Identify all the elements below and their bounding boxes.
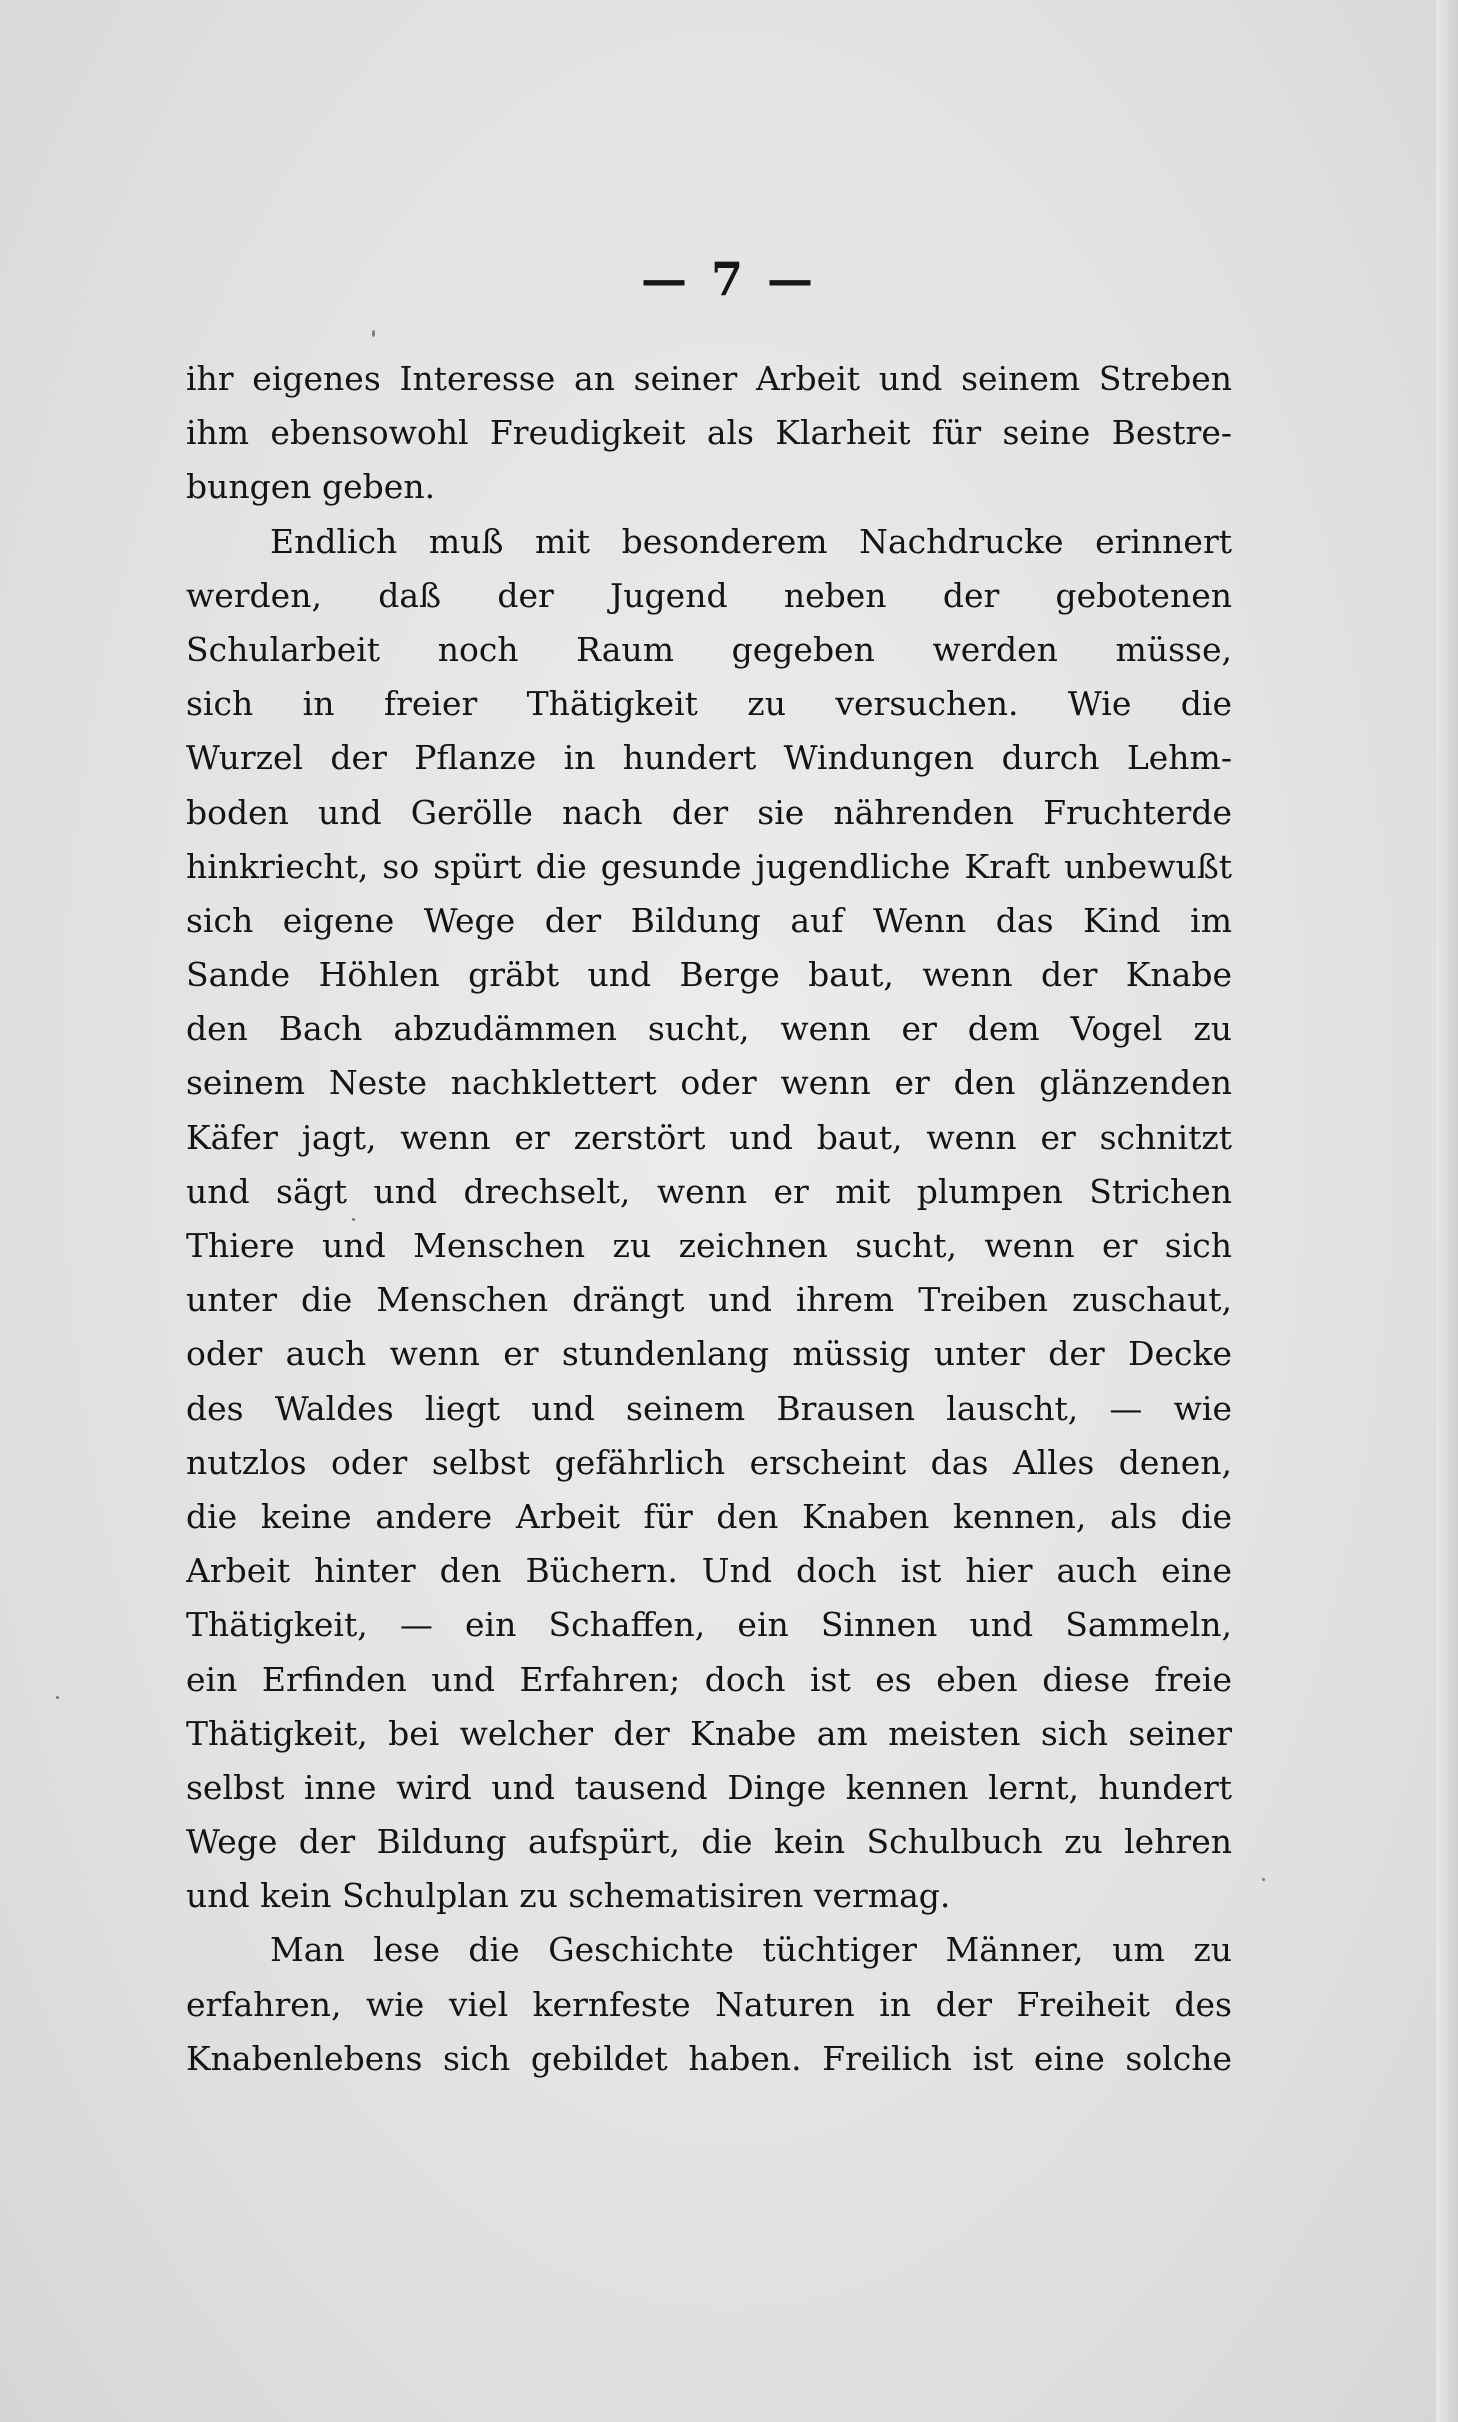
text-line: ihr eigenes Interesse an seiner Arbeit und seinem Streben [186,359,1232,398]
text-line: des Waldes liegt und seinem Brausen lauscht, — wie [186,1388,1232,1428]
text-line: Käfer jagt, wenn er zerstört und baut, wenn er schnitzt [186,1117,1232,1157]
text-line: ein Erfinden und Erfahren; doch ist es eben diese freie [186,1659,1232,1699]
text-line: Thiere und Menschen zu zeichnen sucht, wenn er sich [186,1226,1232,1265]
text-line: werden, daß der Jugend neben der gebotenen [186,575,1232,615]
body-text [186,352,1232,2086]
text-line: Arbeit hinter den Büchern. Und doch ist hier auch eine [186,1551,1232,1591]
text-line: Sande Höhlen gräbt und Berge baut, wenn der Knabe [186,955,1232,995]
text-line: den Bach abzudämmen sucht, wenn er dem Vogel zu [186,1009,1232,1049]
text-line: selbst inne wird und tausend Dinge kennen lernt, hundert [186,1767,1232,1807]
text-line: oder auch wenn er stundenlang müssig unter der Decke [186,1334,1232,1374]
text-line: unter die Menschen drängt und ihrem Treiben zuschaut, [186,1280,1232,1320]
text-line: und sägt und drechselt, wenn er mit plumpen Strichen [186,1171,1232,1211]
text-line: Thätigkeit, — ein Schaffen, ein Sinnen und Sammeln, [186,1605,1232,1645]
page-edge-shadow [1436,0,1458,2422]
text-line: Man lese die Geschichte tüchtiger Männer, um zu [270,1930,1232,1970]
text-line: Schularbeit noch Raum gegeben werden müsse, [186,629,1232,669]
ink-speck [1262,1878,1265,1881]
ink-speck [56,1696,59,1699]
text-line: und kein Schulplan zu schematisiren vermag. [186,1876,951,1916]
text-line: ihm ebensowohl Freudigkeit als Klarheit für seine Bestre- [186,413,1232,453]
text-line: Thätigkeit, bei welcher der Knabe am meisten sich seiner [186,1713,1232,1753]
text-line: boden und Gerölle nach der sie nährenden Fruchterde [186,792,1232,832]
text-line: sich eigene Wege der Bildung auf Wenn das Kind im [186,900,1232,940]
text-line: sich in freier Thätigkeit zu versuchen. Wie die [186,684,1232,724]
text-line: Endlich muß mit besonderem Nachdrucke erinnert [270,521,1232,561]
text-line: Wurzel der Pflanze in hundert Windungen durch Lehm- [186,738,1232,778]
page-number: — 7 — [640,252,818,306]
text-line: seinem Neste nachklettert oder wenn er den glänzenden [186,1063,1232,1103]
text-line: bungen geben. [186,467,436,507]
text-line: nutzlos oder selbst gefährlich erscheint das Alles denen, [186,1442,1232,1482]
text-line: Wege der Bildung aufspürt, die kein Schulbuch zu lehren [186,1822,1232,1862]
text-line: erfahren, wie viel kernfeste Naturen in der Freiheit des [186,1984,1232,2024]
text-line: Knabenlebens sich gebildet haben. Freilich ist eine solche [186,2038,1232,2078]
text-line: die keine andere Arbeit für den Knaben kennen, als die [186,1496,1232,1536]
ink-speck [372,330,375,337]
text-line: hinkriecht, so spürt die gesunde jugendliche Kraft unbewußt [186,846,1232,886]
